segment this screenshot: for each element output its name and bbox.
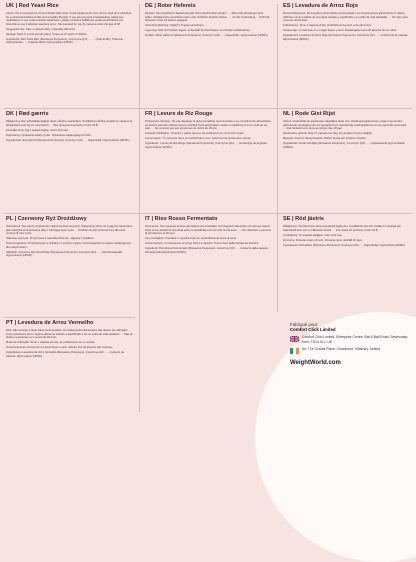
section-para: Ingrediënten: Rode Gist Rijst (Monascus Purpureus), Co-enzym Q10, …, Capsulewand: Hypromellose (HPMC). <box>283 142 405 149</box>
section-para: Przechowywanie: Przechowywać w chłodnym i suchym miejscu. Przechowywać w miejscu niedostępnym dla małych dzieci. <box>6 242 132 249</box>
section-para: Conservation : À conserver dans un endroit frais et sec. Tenir hors de portée des enfants. <box>145 137 252 141</box>
section-para: Almacenaje: Consérvese en un lugar fresco y seco. Manténgase fuera del alcance de los niños. <box>283 29 397 33</box>
section-it <box>139 213 277 416</box>
section-para: Advice: Do not exceed the recommended daily dose. Food supplements must not be used as a substitute for a varied and balanced diet and a healthy lifestyle. If you are pregnant, breastfeeding, taking any medications or are under medical supervision, please consult a healthcare professional before use. Discontinue use if adverse reactions occur. Not intended for use by persons under the age of 18. <box>6 12 132 26</box>
ie-address: No 7 Dr Crokes Place, Cloonmore, Killarney, Ireland <box>302 347 381 352</box>
section-para: Lagerung: Kühl und trocken lagern. Außerhalb der Reichweite von Kindern aufbewahren. <box>145 29 251 33</box>
section-title: ES | Levadura de Arroz Rojo <box>283 3 359 9</box>
section-para: Storage: Store in a cool and dry place. Keep out of reach of children. <box>6 32 88 36</box>
section-para: Zutaten: Roter Hefereis (Monascus Purpureus), Coenzym Q10, …, Kapselhülle: Hypromellose (HPMC). <box>145 34 269 38</box>
uk-address-row <box>290 335 414 344</box>
section-para: Ingredientes: Levedura de Arroz Vermelho (Monascus Purpureus), Coenzima Q10, …, Invólucro da cápsula: Hipromelose (HPMC). <box>6 351 125 358</box>
section-para: Zalecane spożycie: Przyjmować 1 kapsułkę dziennie, najlepiej z posiłkiem. <box>6 237 95 241</box>
section-para: Verzehrempfehlung: Täglich 1 Kapsel einnehmen, … <box>145 24 208 28</box>
section-para: Förvaring: Förvaras svalt och torrt. Förvaras utom räckhåll för barn. <box>283 238 363 242</box>
section-para: Rådgivning: Den anbefalede daglige dosis må ikke overskrides. Kosttilskud må ikke erstatte en varieret og afbalanceret kost og en sund livsstil. … Ikke beregnet til personer under 18 år. <box>6 120 133 127</box>
section-para: Recomendaciones: No exceda la dosis diaria recomendada. Los complementos alimenticios no deben utilizarse como sustituto de una dieta variada y equilibrada y un estilo de vida saludable. … No apto para menores de 18 años. <box>283 12 408 23</box>
section-para: Indicaciones: Tome 1 cápsula al día, preferiblemente junto a los alimentos. <box>283 24 372 28</box>
section-title: DK | Rød gærris <box>6 111 49 117</box>
section-de <box>139 0 277 108</box>
section-fr <box>139 108 277 213</box>
section-se <box>277 213 416 313</box>
uk-address: Comfort Click Limited, Enterprise Centre, Bat & Ball Road, Sevenoaks, Kent, TN14 5LJ, UK <box>302 335 409 344</box>
section-para: Conservazione: Conservare in un luogo fresco e asciutto. Tenere fuori dalla portata dei bambini. <box>145 242 259 246</box>
column-divider <box>277 4 278 312</box>
row-divider <box>4 108 412 109</box>
section-para: Suggested Use: Take 1 capsule daily, preferably with food. <box>6 27 76 31</box>
website-link[interactable]: WeightWorld.com <box>290 360 341 367</box>
section-title: PT | Levedura de Arroz Vermelho <box>6 320 94 326</box>
section-pl <box>0 213 139 317</box>
row-divider <box>4 213 412 214</box>
manufacturer-footer <box>290 322 414 366</box>
row-divider <box>4 317 135 318</box>
ireland-flag-icon <box>290 348 299 354</box>
section-para: Ingredienser: Röd jästris (Monascus Purpureus), Koenzym Q10, …, Kapselhölje: Hypromellos (HPMC). <box>283 243 406 247</box>
section-title: PL | Czerwony Ryż Drożdżowy <box>6 216 87 222</box>
section-para: Aanbevolen gebruik: Neem 1 capsule per dag, bij voorkeur bij een maaltijd. <box>283 132 373 136</box>
section-para: Ingredients: Red Yeast Rice (Monascus Purpureus), Coenzyme Q10 …, … (Vitamin B1), Thiamine Hydrochloride, …, Capsule Shell: Hypromellose (HPMC). <box>6 37 123 45</box>
section-para: Foreslået brug: Tag 1 kapsel dagligt, helst med mad. <box>6 128 69 132</box>
section-title: FR | Levure de Riz Rouge <box>145 111 213 117</box>
section-nl <box>277 108 416 213</box>
section-para: Ostrzeżenie: Nie należy przekraczać zalecanej dziennej porcji. Suplementy diety nie mogą być stosowane jako substytut zróżnicowanej diety i zdrowego stylu życia. … Produkt nie jest przeznaczony dla osób poniżej 18 roku życia. <box>6 225 133 236</box>
section-para: Ingredienti: Riso Rosso Fermentato (Monascus Purpureus), Coenzima Q10, …, Involucro della capsula: Idrossipropilmetilcellulosa (HPMC). <box>145 247 269 254</box>
section-para: Ingredientes: Levadura de Arroz Rojo (Monascus Purpureus), Coenzima Q10, …, Cubierta de la cápsula: Hipromelosa (HPMC). <box>283 34 409 41</box>
section-para: Armazenamento: Conservar em local fresco e seco. Manter fora do alcance das crianças. <box>6 346 113 350</box>
section-para: Dica: Não exceder a dose diária recomendada. Os suplementos alimentares não devem ser utilizados como substitutos de um regime alimentar variado e equilibrado e de um estilo de vida saudável. … Não se destina a pessoas com menos de 18 anos. <box>6 329 133 340</box>
company-name: Comfort Click Limited <box>290 327 336 333</box>
ie-address-row <box>290 347 414 354</box>
section-para: Uso Consigliato: Prendere 1 capsula al giorno, preferibilmente prima di cena. <box>145 237 237 241</box>
section-title: NL | Rode Gist Rijst <box>283 111 336 117</box>
made-for-label: Fabriqué pour <box>290 322 318 327</box>
section-pt <box>0 317 139 416</box>
section-para: Conseils d'utilisation : Prendre 1 gélule par jour, de préférence au cours d'un repas. <box>145 132 245 136</box>
section-para: Hinweis: Die empfohlene Tagesdosis darf nicht überschritten werden. … Wenn Sie schwanger sind, stillen, Medikamente einnehmen oder unter ärztlicher Aufsicht stehen, … vor der Anwendung … Nicht für Personen unter 18 Jahren geeignet. <box>145 12 270 23</box>
section-para: Användning: Ta 1 kapsel dagligen, helst med mat. <box>283 233 343 237</box>
section-para: Modo de Utilização: Tome 1 cápsula por dia, de preferência com a comida. <box>6 341 95 345</box>
section-para: Składniki: Czerwony Ryż Drożdżowy (Monascus Purpureus), Koenzym Q10, …, Otoczka kapsułki: Hypromeloza (HPMC). <box>6 250 123 258</box>
section-para: Ingredienser: Rød gærris (Monascus Purpureus), Coenzym Q10, …, Kapselskal: Hypromellose (HPMC). <box>6 138 131 142</box>
section-para: Opbevaring: Opbevares køligt og tørt. Opbevares utilgængeligt for børn. <box>6 133 92 137</box>
section-uk <box>0 0 139 108</box>
section-dk <box>0 108 139 213</box>
section-para: Bewaren: Koel en droog bewaren. Buiten bereik van kinderen houden. <box>283 137 367 141</box>
section-title: IT | Riso Rosso Fermentato <box>145 216 218 222</box>
section-title: UK | Red Yeast Rice <box>6 3 59 9</box>
uk-flag-icon <box>290 336 299 342</box>
section-para: Ingrédients : Levure de Riz Rouge (Monascus Purpureus), Coenzyme Q10, …, Enveloppe de la gélule : Hypromellose (HPMC). <box>145 142 269 149</box>
section-title: SE | Röd jästris <box>283 216 325 222</box>
section-es <box>277 0 416 108</box>
section-para: Rådgivning: Överskrid inte rekommenderad daglig dos. Kosttillskott ska inte ersätta en varierad och balanserad kost och en hälsosam livsstil. … Inte avsett för personer under 18 år. <box>283 225 402 232</box>
section-para: Advies: Overschrijd de aanbevolen dagelijkse dosis niet. Voedingssupplementen mogen niet worden gebruikt als vervanging van een gevarieerd en evenwichtig voedingspatroon en een gezonde levensstijl. … Niet bedoeld voor personen jonger dan 18 jaar. <box>283 120 407 131</box>
section-para: Avvertenze: Non superare la dose giornaliera raccomandata. Gli integratori alimentari non devono essere intesi come sostituti di una dieta varia ed equilibrata e di uno stile di vita sano. … Non destinato a persone di età inferiore ai 18 anni. <box>145 225 271 236</box>
section-para: Précautions d'emploi : Ne pas dépasser la dose journalière recommandée. Les compléments alimentaires ne doivent pas être utilisés comme substitut d'une alimentation variée et équilibrée et d'un mode de vie sain. … Ne convient pas aux personnes de moins de 18 ans. <box>145 120 271 131</box>
section-title: DE | Roter Hefereis <box>145 3 196 9</box>
column-divider <box>139 4 140 412</box>
